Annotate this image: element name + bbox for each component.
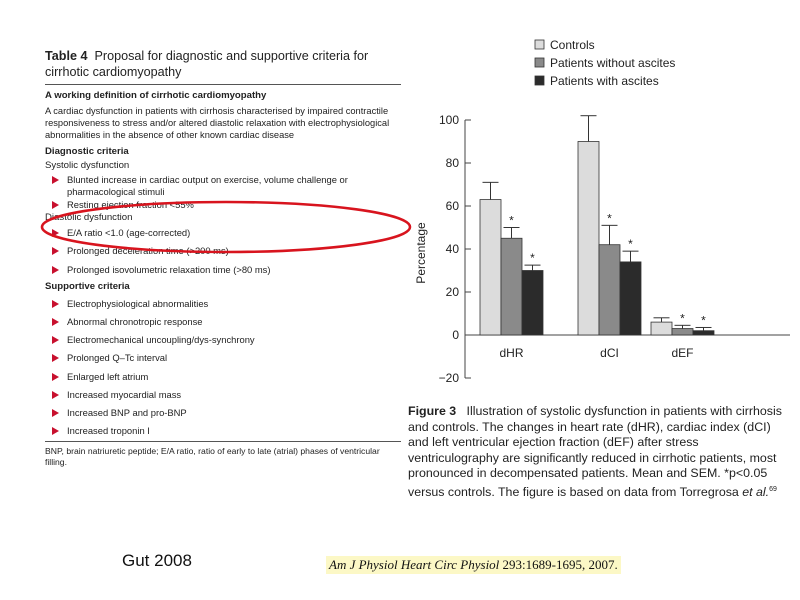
figure-caption: [408, 404, 788, 501]
y-axis-label: Percentage: [414, 222, 428, 284]
table-4-panel: [45, 48, 401, 468]
significance-marker: *: [607, 211, 612, 226]
significance-marker: *: [628, 237, 633, 252]
figure-caption-etal: et al.: [742, 485, 770, 500]
table-title: [45, 48, 401, 80]
y-tick-label: 0: [452, 328, 459, 342]
table-label: Table 4: [45, 49, 88, 63]
legend-swatch: [535, 76, 544, 85]
arrow-bullet-icon: [52, 266, 59, 274]
supportive-heading: Supportive criteria: [45, 280, 130, 292]
arrow-bullet-icon: [52, 409, 59, 417]
arrow-bullet-icon: [52, 354, 59, 362]
bar-dHR-0: [480, 200, 501, 335]
bar-dHR-2: [522, 271, 543, 336]
figure-caption-ref: 69: [769, 485, 777, 493]
list-item: E/A ratio <1.0 (age-corrected): [45, 227, 401, 239]
legend-label: Patients with ascites: [550, 74, 659, 88]
x-tick-label: dHR: [499, 346, 524, 360]
bar-dEF-2: [693, 331, 714, 335]
y-tick-label: 80: [445, 156, 459, 170]
list-item: Enlarged left atrium: [45, 371, 401, 383]
arrow-bullet-icon: [52, 201, 59, 209]
significance-marker: *: [509, 213, 514, 228]
arrow-bullet-icon: [52, 229, 59, 237]
bar-chart: [405, 28, 800, 393]
citation-journal: Am J Physiol Heart Circ Physiol: [329, 557, 500, 572]
arrow-bullet-icon: [52, 336, 59, 344]
table-footnote: BNP, brain natriuretic peptide; E/A ratio, ratio of early to late (atrial) phases of ventricular filling.: [45, 441, 401, 468]
list-item: Prolonged isovolumetric relaxation time (>80 ms): [45, 264, 401, 276]
diagnostic-heading: Diagnostic criteria: [45, 145, 129, 157]
x-tick-label: dCI: [600, 346, 619, 360]
arrow-bullet-icon: [52, 247, 59, 255]
significance-marker: *: [530, 251, 535, 266]
list-item: Increased myocardial mass: [45, 389, 401, 401]
bar-dEF-0: [651, 322, 672, 335]
journal-citation: [326, 556, 621, 574]
legend-swatch: [535, 40, 544, 49]
list-item: Increased troponin I: [45, 425, 401, 437]
bar-dCI-2: [620, 262, 641, 335]
diastolic-heading: Diastolic dysfunction: [45, 212, 133, 224]
legend-label: Patients without ascites: [550, 56, 676, 70]
list-item: Increased BNP and pro-BNP: [45, 407, 401, 419]
list-item: Prolonged Q–Tc interval: [45, 352, 401, 364]
bar-dHR-1: [501, 238, 522, 335]
y-tick-label: 40: [445, 242, 459, 256]
arrow-bullet-icon: [52, 300, 59, 308]
chart-bars: [480, 116, 714, 335]
y-tick-label: 60: [445, 199, 459, 213]
legend-swatch: [535, 58, 544, 67]
arrow-bullet-icon: [52, 318, 59, 326]
legend-label: Controls: [550, 38, 595, 52]
bar-dEF-1: [672, 329, 693, 335]
figure-caption-text: Illustration of systolic dysfunction in patients with cirrhosis and controls. The changes in heart rate (dHR), cardiac index (dCI) and left ventricular ejection fraction (dEF) after stress ventriculography are significantly reduced in cirrhotic patients, most pronounced in decompensated patients. Mean and SEM. *p<0.05 versus controls. The figure is based on data from Torregrosa: [408, 404, 782, 500]
y-tick-label: 100: [438, 113, 459, 127]
bar-dCI-1: [599, 245, 620, 335]
table-title-text: Proposal for diagnostic and supportive criteria for cirrhotic cardiomyopathy: [45, 49, 369, 79]
arrow-bullet-icon: [52, 427, 59, 435]
systolic-heading: Systolic dysfunction: [45, 159, 130, 171]
list-item: Prolonged deceleration time (>200 ms): [45, 245, 401, 257]
list-item: Blunted increase in cardiac output on exercise, volume challenge or pharmacological stimuli: [45, 174, 401, 198]
arrow-bullet-icon: [52, 176, 59, 184]
citation-details: 293:1689-1695, 2007.: [499, 557, 618, 572]
significance-marker: *: [701, 313, 706, 328]
list-item: Electrophysiological abnormalities: [45, 298, 401, 310]
x-axis-labels: [499, 346, 693, 360]
definition-heading: A working definition of cirrhotic cardiomyopathy: [45, 90, 267, 101]
arrow-bullet-icon: [52, 373, 59, 381]
x-tick-label: dEF: [671, 346, 694, 360]
source-label: Gut 2008: [122, 551, 192, 570]
significance-marker: *: [680, 311, 685, 326]
y-tick-label: −20: [438, 371, 459, 385]
y-tick-label: 20: [445, 285, 459, 299]
chart-legend: [535, 38, 675, 88]
definition-text: A cardiac dysfunction in patients with cirrhosis characterised by impaired contractile responsiveness to stress and/or altered diastolic relaxation with electrophysiological abnormalities in the absence of other known cardiac disease: [45, 106, 390, 141]
list-item: Electromechanical uncoupling/dys-synchrony: [45, 334, 401, 346]
list-item: Resting ejection fraction <55%: [45, 199, 401, 211]
list-item: Abnormal chronotropic response: [45, 316, 401, 328]
figure-label: Figure 3: [408, 404, 457, 418]
arrow-bullet-icon: [52, 391, 59, 399]
bar-dCI-0: [578, 142, 599, 336]
